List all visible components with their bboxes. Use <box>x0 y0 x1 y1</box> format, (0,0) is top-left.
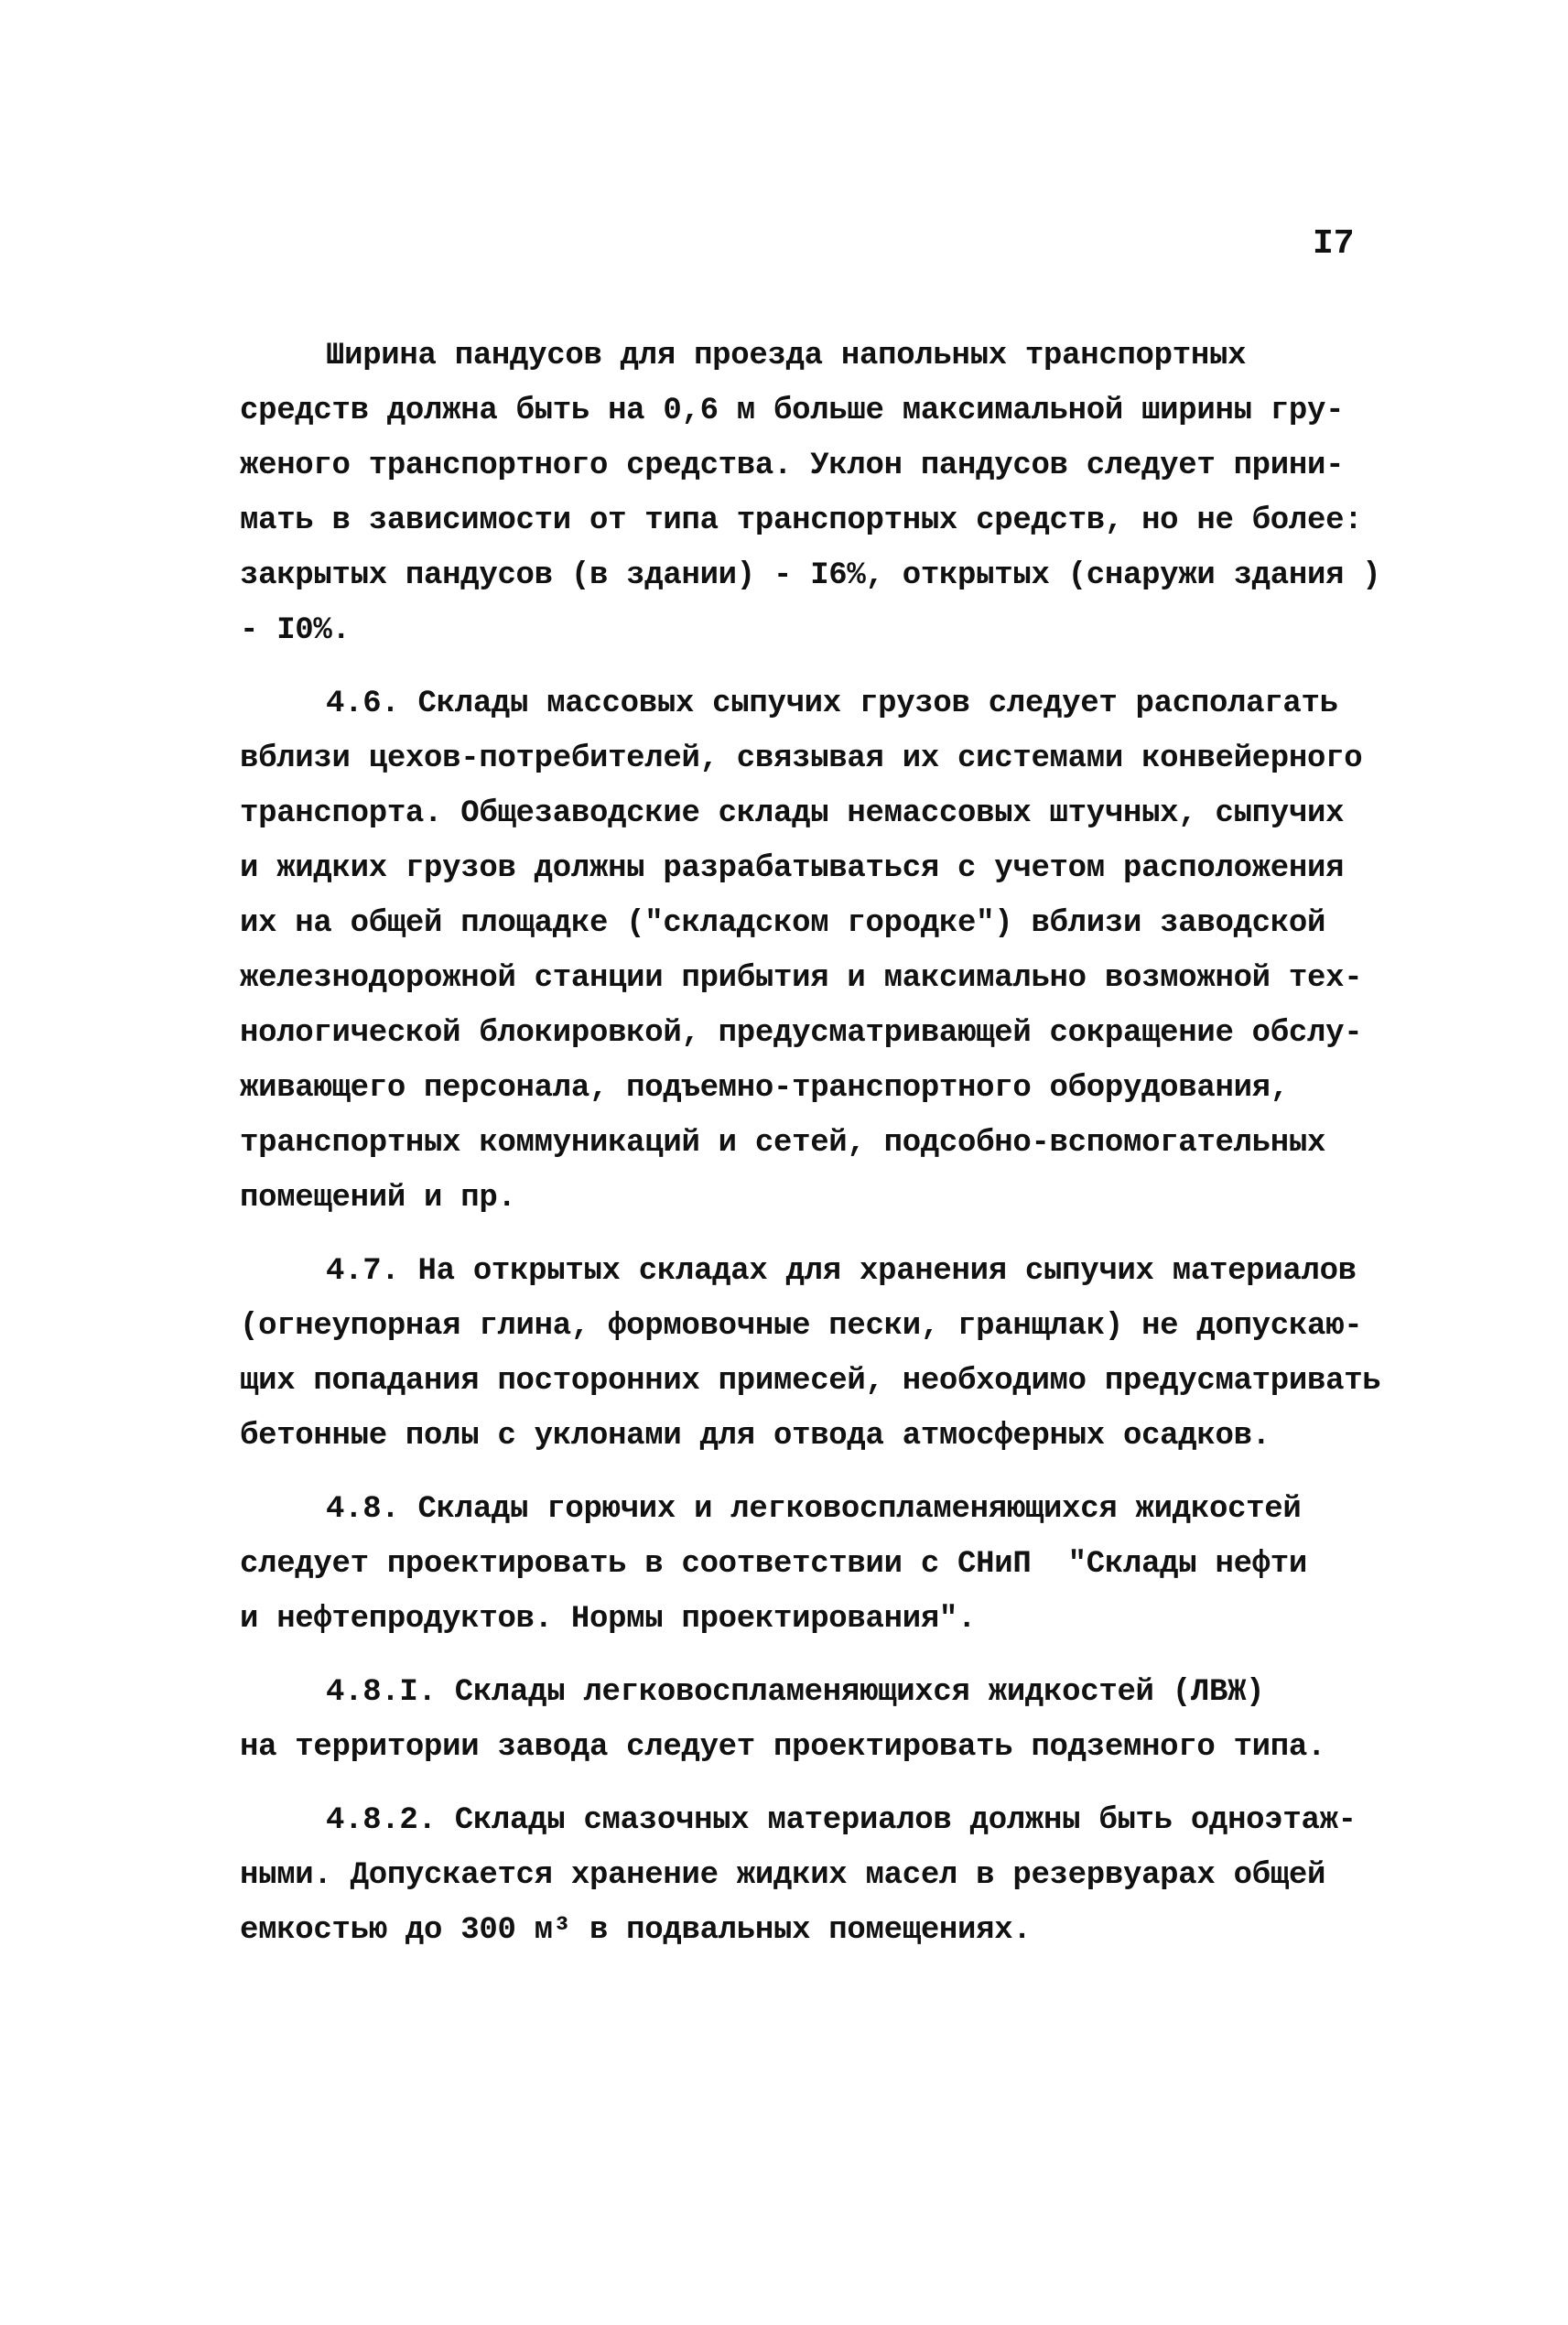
text-line: следует проектировать в соответствии с СНиП "Склады нефти <box>240 1547 1307 1582</box>
text-line: 4.8.I. Склады легковоспламеняющихся жидкостей (ЛВЖ) <box>326 1675 1265 1710</box>
text-line: щих попадания посторонних примесей, необходимо предусматривать <box>240 1364 1381 1399</box>
text-line: транспорта. Общезаводские склады немассовых штучных, сыпучих <box>240 796 1345 831</box>
text-line: и нефтепродуктов. Нормы проектирования". <box>240 1602 977 1637</box>
text-line: мать в зависимости от типа транспортных средств, но не более: <box>240 503 1363 538</box>
text-line: 4.7. На открытых складах для хранения сыпучих материалов <box>326 1254 1357 1289</box>
text-line: (огнеупорная глина, формовочные пески, гранщлак) не допускаю- <box>240 1309 1363 1344</box>
text-line: 4.8. Склады горючих и легковоспламеняющихся жидкостей <box>326 1492 1302 1527</box>
page-number: I7 <box>1313 224 1355 264</box>
text-line: закрытых пандусов (в здании) - I6%, открытых (снаружи здания ) <box>240 558 1381 593</box>
text-line: транспортных коммуникаций и сетей, подсобно-вспомогательных <box>240 1126 1326 1161</box>
text-line: 4.8.2. Склады смазочных материалов должны быть одноэтаж- <box>326 1803 1357 1838</box>
text-line: бетонные полы с уклонами для отвода атмосферных осадков. <box>240 1419 1271 1454</box>
text-line: железнодорожной станции прибытия и максимально возможной тех- <box>240 961 1363 996</box>
text-line: ными. Допускается хранение жидких масел в резервуарах общей <box>240 1858 1326 1893</box>
text-line: их на общей площадке ("складском городке") вблизи заводской <box>240 906 1326 941</box>
text-line: емкостью до 300 м³ в подвальных помещениях. <box>240 1913 1032 1948</box>
text-line: живающего персонала, подъемно-транспортного оборудования, <box>240 1071 1289 1106</box>
text-line: женого транспортного средства. Уклон пандусов следует прини- <box>240 449 1345 483</box>
text-line: на территории завода следует проектировать подземного типа. <box>240 1730 1326 1765</box>
text-line: нологической блокировкой, предусматривающей сокращение обслу- <box>240 1016 1363 1051</box>
text-line: - I0%. <box>240 613 351 648</box>
text-line: Ширина пандусов для проезда напольных транспортных <box>326 339 1247 373</box>
text-line: 4.6. Склады массовых сыпучих грузов следует располагать <box>326 687 1338 721</box>
text-line: и жидких грузов должны разрабатываться с учетом расположения <box>240 851 1345 886</box>
text-line: помещений и пр. <box>240 1181 516 1216</box>
text-line: средств должна быть на 0,6 м больше максимальной ширины гру- <box>240 394 1345 428</box>
text-line: вблизи цехов-потребителей, связывая их системами конвейерного <box>240 741 1363 776</box>
